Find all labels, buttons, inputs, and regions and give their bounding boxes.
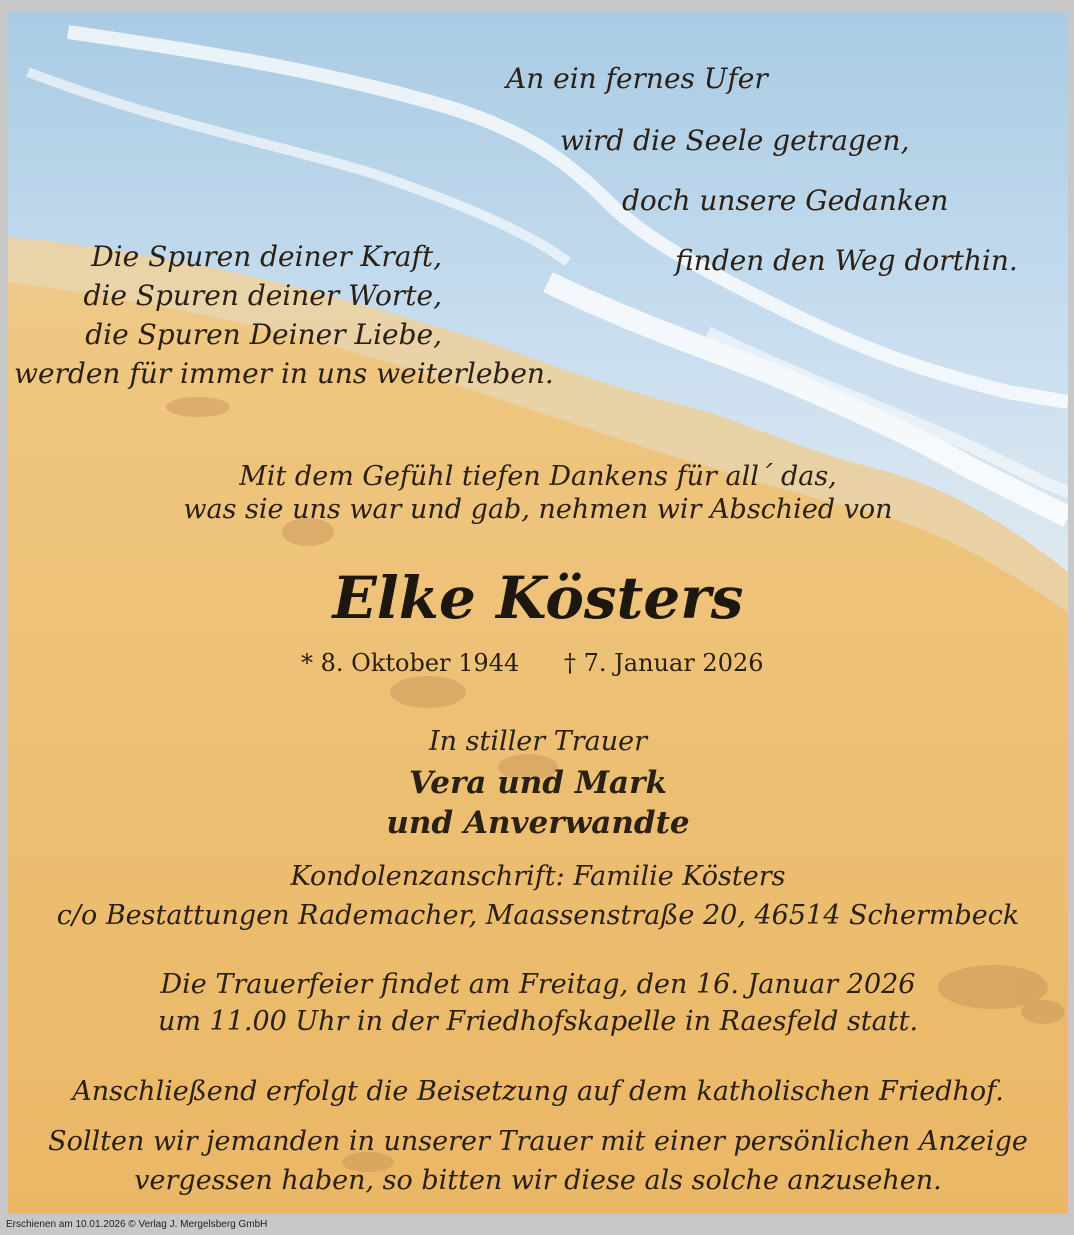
poem-left-line: werden für immer in uns weiterleben. xyxy=(14,357,554,390)
intro-line: was sie uns war und gab, nehmen wir Abschied von xyxy=(183,494,893,525)
poem-left-line: die Spuren deiner Worte, xyxy=(83,279,442,312)
birth-symbol: * xyxy=(301,649,313,677)
intro-line: Mit dem Gefühl tiefen Dankens für all´ das, xyxy=(239,461,837,492)
poem-right-line: An ein fernes Ufer xyxy=(506,62,768,95)
mourners-line: Vera und Mark xyxy=(409,765,667,801)
obituary-card xyxy=(8,12,1068,1214)
service-line: um 11.00 Uhr in der Friedhofskapelle in Raesfeld statt. xyxy=(157,1006,919,1037)
burial-line: Anschließend erfolgt die Beisetzung auf dem katholischen Friedhof. xyxy=(72,1076,1004,1107)
death-date-text: 7. Januar 2026 xyxy=(583,649,764,677)
poem-left-line: die Spuren Deiner Liebe, xyxy=(85,318,442,351)
closing-line: Sollten wir jemanden in unserer Trauer mit einer persönlichen Anzeige xyxy=(48,1126,1028,1157)
condolence-line: Kondolenzanschrift: Familie Kösters xyxy=(290,861,786,892)
poem-right-line: doch unsere Gedanken xyxy=(622,184,949,217)
deceased-name: Elke Kösters xyxy=(332,564,744,632)
condolence-line: c/o Bestattungen Rademacher, Maassenstraße 20, 46514 Schermbeck xyxy=(56,900,1020,931)
closing-line: vergessen haben, so bitten wir diese als solche anzusehen. xyxy=(134,1165,942,1196)
mourners-line: und Anverwandte xyxy=(386,805,690,841)
publication-footer: Erschienen am 10.01.2026 © Verlag J. Mergelsberg GmbH xyxy=(6,1219,268,1230)
poem-right-line: finden den Weg dorthin. xyxy=(675,244,1018,277)
cross-symbol: † xyxy=(564,649,576,677)
poem-right-line: wird die Seele getragen, xyxy=(560,124,910,157)
death-date xyxy=(564,649,764,677)
birth-date xyxy=(301,649,519,677)
poem-left-line: Die Spuren deiner Kraft, xyxy=(91,240,442,273)
birth-date-text: 8. Oktober 1944 xyxy=(320,649,520,677)
mourners-heading: In stiller Trauer xyxy=(428,726,647,757)
service-line: Die Trauerfeier findet am Freitag, den 16. Januar 2026 xyxy=(160,969,916,1000)
